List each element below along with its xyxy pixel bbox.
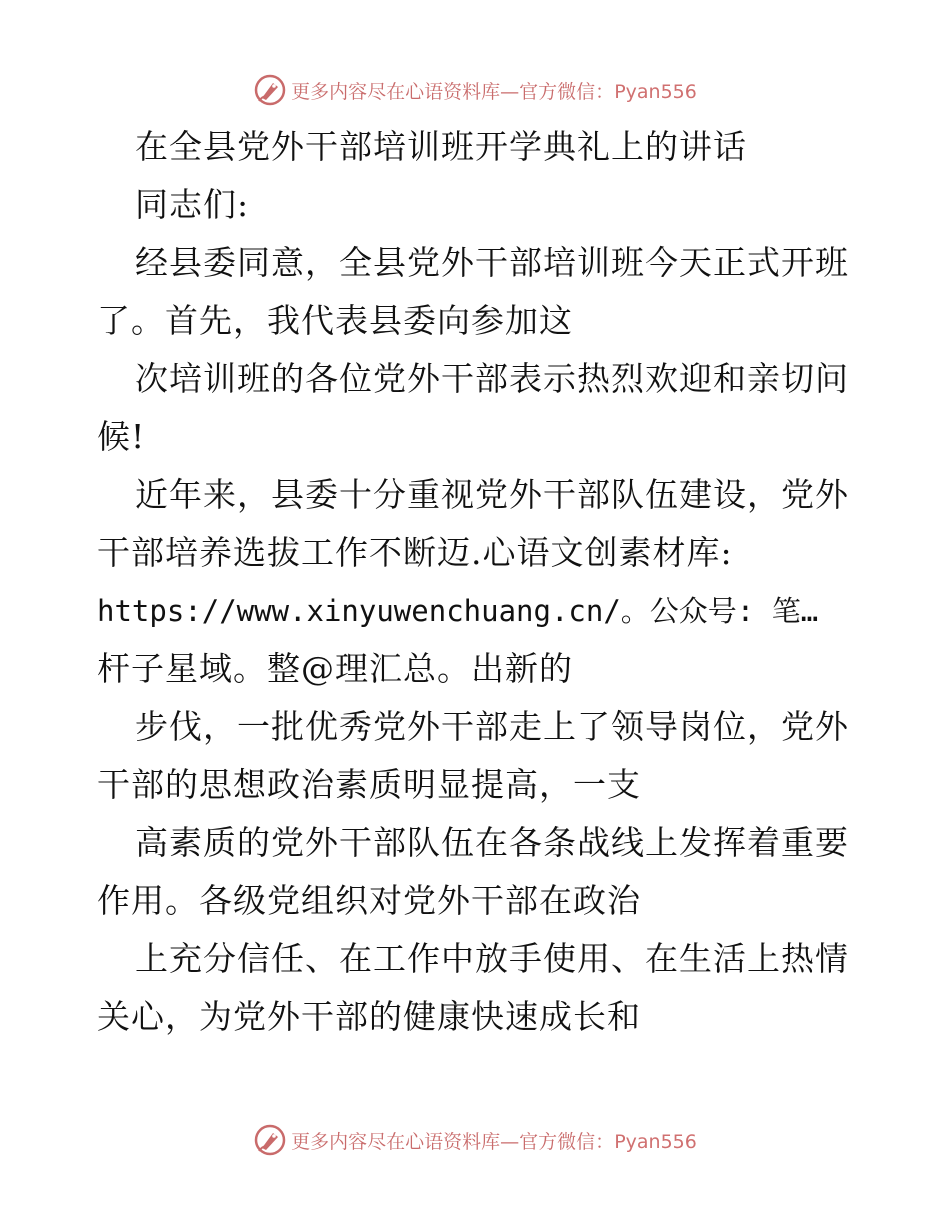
header-watermark <box>0 70 950 110</box>
watermark-main: 更多内容尽在心语资料库 <box>291 80 501 103</box>
text-line: 候! <box>97 417 146 456</box>
text-line: 干部的思想政治素质明显提高，一支 <box>97 765 641 804</box>
text-line: 高素质的党外干部队伍在各条战线上发挥着重要 <box>135 823 849 862</box>
text-line: 上充分信任、在工作中放手使用、在生活上热情 <box>135 939 849 978</box>
document-title: 在全县党外干部培训班开学典礼上的讲话 <box>135 127 747 166</box>
text-line: 次培训班的各位党外干部表示热烈欢迎和亲切问 <box>135 359 849 398</box>
watermark-dash: — <box>500 1130 520 1153</box>
text-line: 杆子星域。整@理汇总。出新的 <box>97 649 573 688</box>
text-line: 了。首先，我代表县委向参加这 <box>97 301 573 340</box>
watermark-wechat-label: 官方微信： <box>519 1130 615 1153</box>
watermark-wechat-id: Pyan556 <box>614 80 697 103</box>
salutation: 同志们: <box>135 185 250 224</box>
text-line: 干部培养选拔工作不断迈.心语文创素材库: <box>97 533 733 572</box>
text-line: 步伐，一批优秀党外干部走上了领导岗位，党外 <box>135 707 849 746</box>
pen-nib-logo-icon <box>253 1123 287 1157</box>
document-body <box>97 118 857 1046</box>
watermark-wechat-id: Pyan556 <box>614 1130 697 1153</box>
text-line: 作用。各级党组织对党外干部在政治 <box>97 881 641 920</box>
watermark-main: 更多内容尽在心语资料库 <box>291 1130 501 1153</box>
watermark-text <box>291 1127 697 1154</box>
watermark-dash: — <box>500 80 520 103</box>
watermark-wechat-label: 官方微信： <box>519 80 615 103</box>
footer-watermark <box>0 1120 950 1160</box>
url-text-line: https://www.xinyuwenchuang.cn/。公众号: 笔… <box>97 594 819 628</box>
pen-nib-logo-icon <box>253 73 287 107</box>
watermark-text <box>291 77 697 104</box>
text-line: 近年来，县委十分重视党外干部队伍建设，党外 <box>135 475 849 514</box>
text-line: 经县委同意，全县党外干部培训班今天正式开班 <box>135 243 849 282</box>
text-line: 关心，为党外干部的健康快速成长和 <box>97 997 641 1036</box>
